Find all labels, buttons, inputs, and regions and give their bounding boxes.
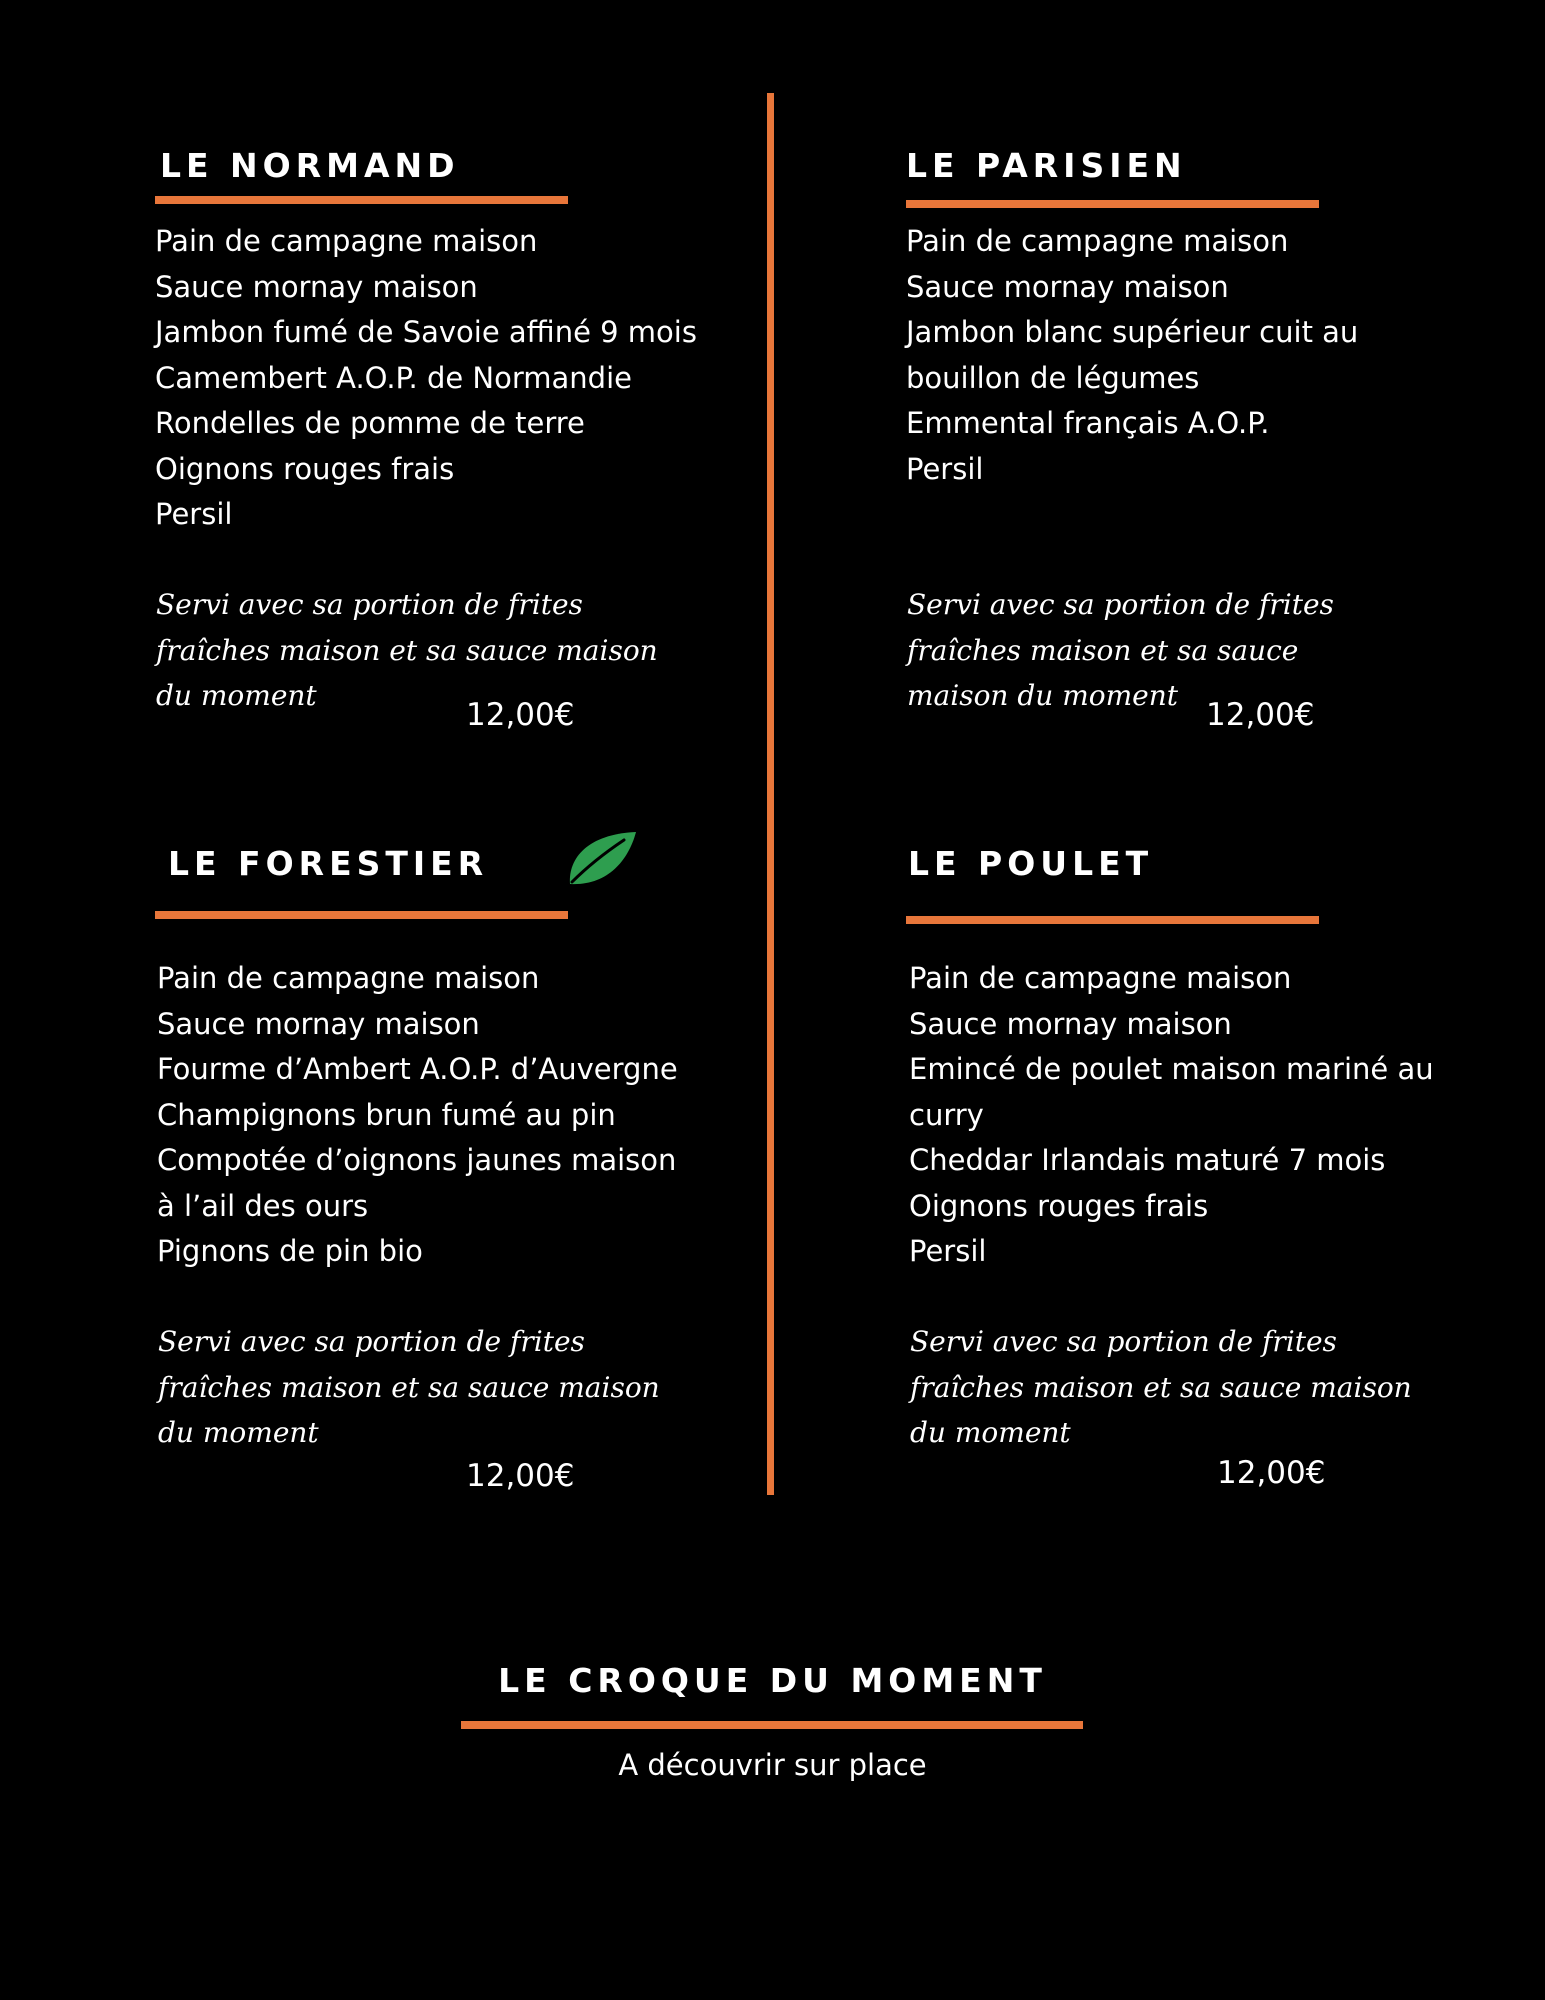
ingredient: Sauce mornay maison: [906, 269, 1229, 304]
ingredient: Camembert A.O.P. de Normandie: [155, 360, 632, 395]
ingredient-list: [906, 219, 1358, 492]
ingredient: Pain de campagne maison: [906, 224, 1289, 258]
price: 12,00€: [466, 697, 575, 733]
ingredient: Pignons de pin bio: [157, 1234, 423, 1268]
title-underline: [155, 196, 568, 204]
ingredient: curry: [909, 1097, 984, 1132]
ingredient: Pain de campagne maison: [155, 224, 538, 258]
served-line: Servi avec sa portion de frites: [158, 1325, 585, 1358]
served-line: Servi avec sa portion de frites: [156, 588, 583, 621]
ingredient: Emincé de poulet maison mariné au: [909, 1052, 1434, 1086]
leaf-icon: [566, 828, 638, 888]
ingredient: Persil: [155, 497, 233, 531]
ingredient: Sauce mornay maison: [909, 1006, 1232, 1041]
title-underline: [906, 200, 1319, 208]
price: 12,00€: [466, 1458, 575, 1494]
ingredient: Fourme d’Ambert A.O.P. d’Auvergne: [157, 1052, 678, 1086]
served-line: Servi avec sa portion de frites: [907, 588, 1334, 621]
title-underline: [906, 916, 1319, 924]
vertical-divider: [767, 93, 774, 1495]
ingredient-list: [909, 956, 1434, 1275]
title-underline: [461, 1721, 1083, 1729]
section-title: LE NORMAND: [160, 146, 460, 185]
ingredient-list: [155, 219, 697, 538]
served-line: du moment: [910, 1416, 1071, 1449]
ingredient: Sauce mornay maison: [155, 269, 478, 304]
served-note: [158, 1319, 660, 1456]
section-title: LE CROQUE DU MOMENT: [498, 1661, 1047, 1700]
served-note: [156, 582, 658, 719]
ingredient: Oignons rouges frais: [155, 451, 455, 486]
ingredient: Champignons brun fumé au pin: [157, 1097, 616, 1132]
section-title: LE PARISIEN: [906, 146, 1187, 185]
served-line: Servi avec sa portion de frites: [910, 1325, 1337, 1358]
served-line: fraîches maison et sa sauce maison: [158, 1370, 660, 1404]
price: 12,00€: [1217, 1455, 1326, 1491]
served-line: fraîches maison et sa sauce: [907, 633, 1299, 667]
ingredient: Persil: [909, 1234, 987, 1268]
ingredient: à l’ail des ours: [157, 1188, 369, 1223]
ingredient: Jambon blanc supérieur cuit au: [906, 315, 1359, 349]
section-title: LE POULET: [908, 844, 1154, 883]
title-underline: [155, 911, 568, 919]
ingredient: Cheddar Irlandais maturé 7 mois: [909, 1143, 1386, 1177]
section-subtitle: A découvrir sur place: [618, 1748, 927, 1782]
served-line: maison du moment: [907, 679, 1179, 712]
served-line: fraîches maison et sa sauce maison: [910, 1370, 1412, 1404]
served-line: du moment: [156, 679, 317, 712]
ingredient: Oignons rouges frais: [909, 1188, 1209, 1223]
ingredient: bouillon de légumes: [906, 360, 1200, 395]
ingredient: Compotée d’oignons jaunes maison: [157, 1143, 677, 1177]
ingredient: Persil: [906, 451, 984, 486]
ingredient: Jambon fumé de Savoie affiné 9 mois: [155, 315, 697, 349]
ingredient: Rondelles de pomme de terre: [155, 406, 585, 440]
served-line: fraîches maison et sa sauce maison: [156, 633, 658, 667]
ingredient-list: [157, 956, 678, 1275]
price: 12,00€: [1206, 697, 1315, 733]
served-line: du moment: [158, 1416, 319, 1449]
served-note: [910, 1319, 1412, 1456]
ingredient: Pain de campagne maison: [157, 961, 540, 995]
ingredient: Emmental français A.O.P.: [906, 406, 1270, 440]
section-title: LE FORESTIER: [168, 844, 489, 883]
ingredient: Sauce mornay maison: [157, 1006, 480, 1041]
ingredient: Pain de campagne maison: [909, 961, 1292, 995]
